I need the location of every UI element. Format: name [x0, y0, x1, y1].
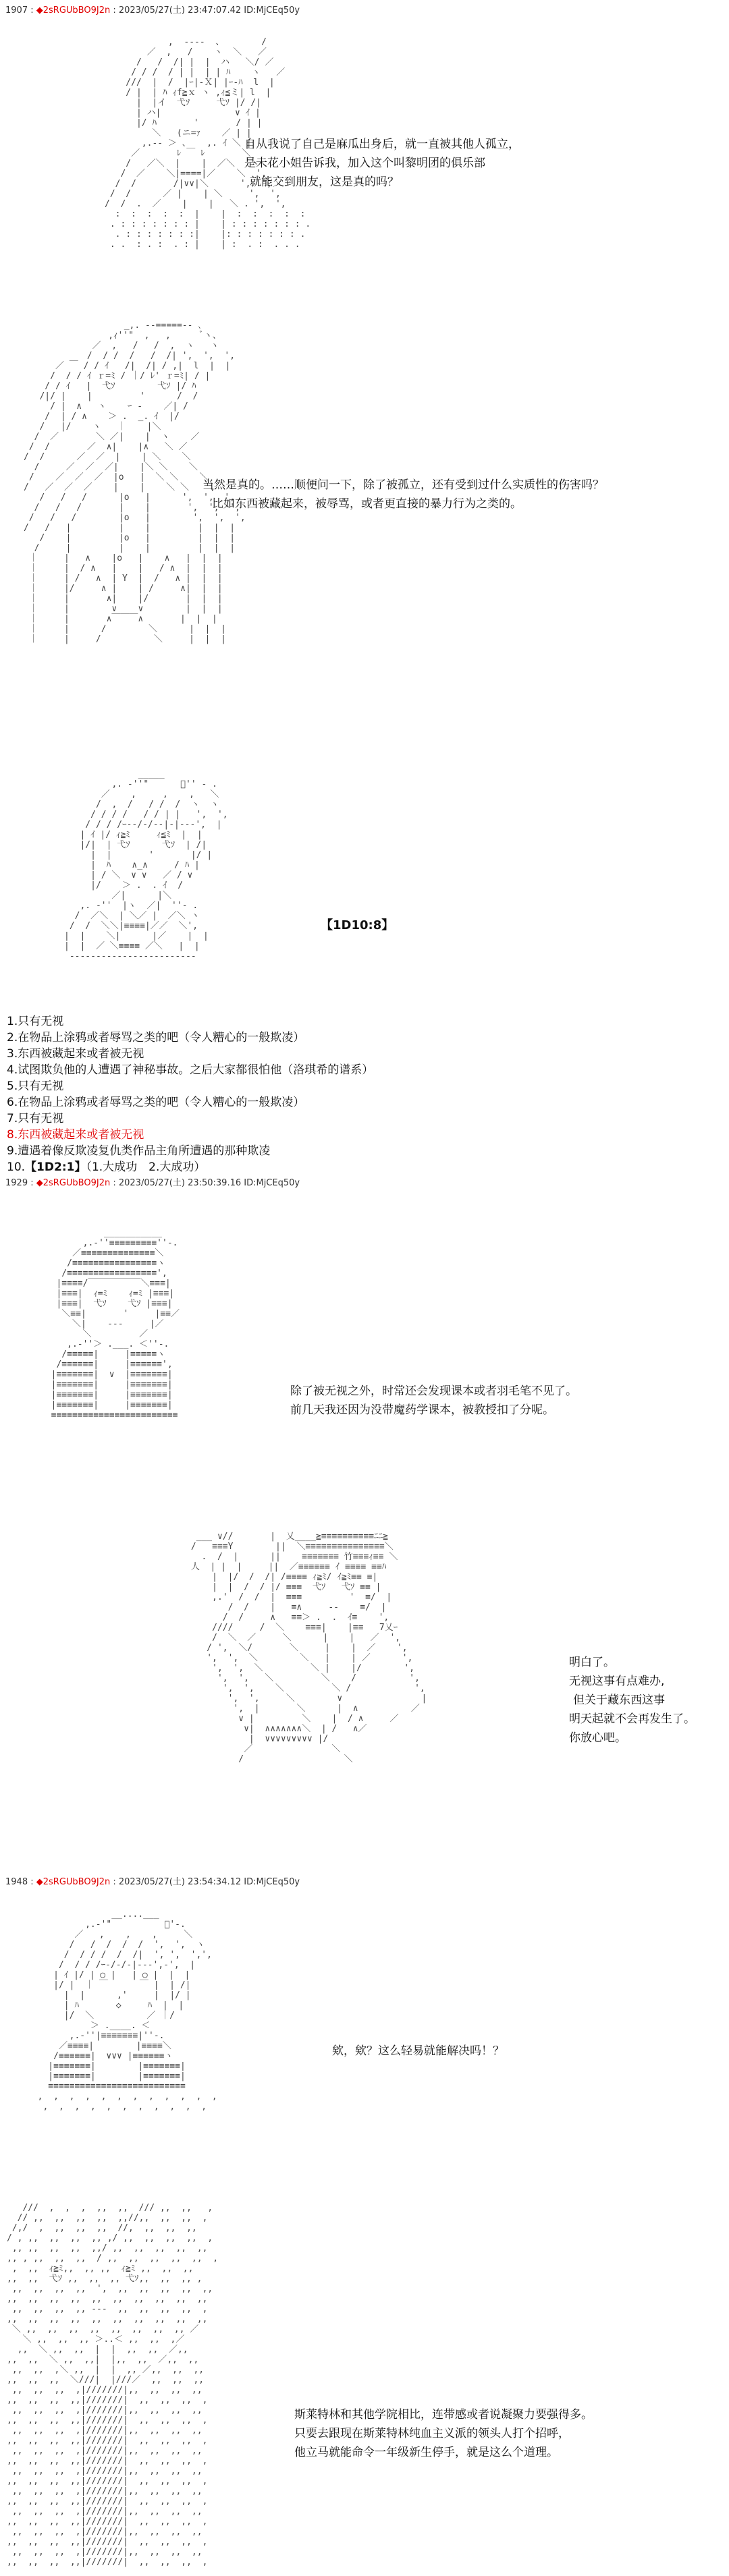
- speech-line: 前几天我还因为没带魔药学课本，被教授扣了分呢。: [290, 1403, 554, 1417]
- speech-line: 欸，欸？这么轻易就能解决吗！？: [332, 2044, 504, 2058]
- post-number: 1907: [5, 5, 28, 16]
- post-number: 1948: [5, 1877, 28, 1887]
- choice-item-selected: 8.东西被藏起来或者被无视: [7, 1128, 144, 1142]
- speech-teacher-explain: [294, 2405, 593, 2462]
- speech-line: 明白了。: [569, 1656, 615, 1669]
- speech-teacher-reassure: [569, 1653, 695, 1747]
- choice-item: 1.只有无视: [7, 1015, 64, 1028]
- choice-item: 7.只有无视: [7, 1112, 64, 1125]
- speech-line: 是未花小姐告诉我，加入这个叫黎明团的俱乐部: [244, 157, 485, 170]
- poster-name[interactable]: ◆2sRGUbBO9J2n: [36, 1178, 111, 1188]
- choice-prefix: 10.: [7, 1160, 26, 1174]
- speech-line: 除了被无视之外，时常还会发现课本或者羽毛笔不见了。: [290, 1384, 577, 1398]
- speech-line: 无视这事有点难办,: [569, 1675, 665, 1688]
- post-meta: 2023/05/27(土) 23:47:07.42 ID:MjCEq50y: [118, 5, 300, 16]
- ascii-art-striped-boy: ___________ ,.‐''≡≡≡≡≡≡≡≡≡''‐. ／≡≡≡≡≡≡≡≡≡≡≡≡≡≡＼ /≡≡≡≡≡≡≡≡≡≡≡≡≡≡≡≡ヽ /≡≡≡≡≡≡≡≡≡≡≡≡≡≡≡≡≡', |≡≡≡≡/￣￣￣￣￣￣＼≡≡≡| |≡≡≡| ｨ=ﾐ ｨ=ﾐ |≡≡≡| |≡≡≡| 弋ｿ 弋ｿ |≡≡≡| ＼≡≡| ' |≡≡／ ＼| ‐‐‐ |／ ＼ ／ ,.‐''＞ .___. ＜''‐. /≡≡≡≡≡| |≡≡≡≡≡ヽ /≡≡≡≡≡≡| |≡≡≡≡≡≡', |≡≡≡≡≡≡≡| ∨ |≡≡≡≡≡≡≡| |≡≡≡≡≡≡≡| |≡≡≡≡≡≡≡| |≡≡≡≡≡≡≡| |≡≡≡≡≡≡≡| |≡≡≡≡≡≡≡| |≡≡≡≡≡≡≡| ≡≡≡≡≡≡≡≡≡≡≡≡≡≡≡≡≡≡≡≡≡≡≡≡: [51, 1228, 180, 1420]
- speech-line: 明天起就不会再发生了。: [569, 1712, 695, 1726]
- post-header-1948: 1948 : ◆2sRGUbBO9J2n : 2023/05/27(土) 23:54:34.12 ID:MjCEq50y: [5, 1877, 300, 1887]
- ascii-art-teacher: _,. -‐=====‐- ､ ,ｨ''" , , ﾞヽ、 ／ , / / , ヽ ヽ / / / / / /| ', ', ', ／ ￣ / / ｲ /| /| / ,| l | | / / / ｲ ｒ=ﾐ / ｜/ ﾚ' ｒ=ﾐ| / | / / ｲ | 弋ｿ 弋ｿ |/ ﾊ /|/ | | ' / / / | ∧ ヽ ｰ ‐ ／| / / | / ∧ ＞ . _. ｲ |/ / |/ ヽ ｜ |＼ / ／ ＼ ／| | ヽ ／ / / ／ ∧| |∧ ＼ ／ / / ／ ／ | | ＼ ＼ / ／ ／ ／| |＼ ＼ ＼ / ／ ／ ／ |o | ＼ ＼ ＼ / ／ ／ ／ | | ＼ ＼ ', / / / |o | ', ', ', / / / | | ', ', ', / / / |o | ', ', ', / / | | | | | | / | |o | | | | / | | | | | | ｜ | ∧ |o | ∧ | | | ｜ | / ∧ | | / ∧ | | | ｜ | / ∧ | Y | / ∧ | | | ｜ |/ ∧ | | / ∧| | | ｜ | ∧| |/ | | | ｜ | ∨ ∨ | | | ｜ | ∧￣￣￣∧ | | | ｜ | / ＼ | | | ｜ | / ＼ | | |: [24, 320, 246, 644]
- speech-boy-question: [244, 135, 520, 192]
- choice-item: 2.在物品上涂鸦或者辱骂之类的吧（令人糟心的一般欺凌）: [7, 1031, 305, 1044]
- ascii-art-grinning-boy: _____ ,. ‐''" ﾞ'' ‐ . ／ , , , ＼ / , / / / / ヽ ヽ / / / / / / | | ', ', / / / /ｰ-‐/-/-‐|-|-‐-', | | ｲ |/ ｨ≧ﾐ ｨ≦ﾐ | | |/| | 弋ｿ 弋ｿ | /| | | ' |/ | | ﾊ ∧_∧ / ﾊ | | / ＼ ∨ ∨ ／ / ∨ |/ ＞ . . ｲ / ／| |＼ ,. ‐'' |ヽ ／| ''‐ . / ／＼ | ＼／ | ／＼ ヽ / / ＼＼|≡≡≡≡|／／ ＼', | | ＼| |／ | | | | ／ ＼≡≡≡≡ ／＼ | | ‐‐‐‐‐‐‐‐‐‐‐‐‐‐‐‐‐‐‐‐‐‐‐‐: [64, 769, 228, 961]
- speech-line: 就能交到朋友，这是真的吗？: [250, 175, 399, 189]
- choice-list: [7, 1013, 373, 1175]
- post-meta: 2023/05/27(土) 23:50:39.16 ID:MjCEq50y: [118, 1178, 300, 1188]
- speech-line: 比如东西被藏起来，被辱骂，或者更直接的暴力行为之类的。: [212, 497, 522, 511]
- choice-item: 4.试图欺负他的人遭遇了神秘事故。之后大家都很怕他（洛琪希的谱系）: [7, 1063, 374, 1077]
- speech-line: 当然是真的。……顺便问一下，除了被孤立，还有受到过什么实质性的伤害吗？: [202, 478, 604, 492]
- speech-line: 但关于藏东西这事: [573, 1693, 665, 1707]
- choice-item: 9.遭遇着像反欺凌复仇类作品主角所遭遇的那种欺凌: [7, 1144, 271, 1158]
- choice-item: 6.在物品上涂鸦或者辱骂之类的吧（令人糟心的一般欺凌）: [7, 1096, 305, 1109]
- speech-line: 你放心吧。: [569, 1731, 626, 1745]
- choice-rest: （1.大成功 2.大成功）: [86, 1160, 206, 1174]
- choice-item: 5.只有无视: [7, 1080, 64, 1093]
- poster-name[interactable]: ◆2sRGUbBO9J2n: [36, 1877, 111, 1887]
- dice-result: 【1D10:8】: [321, 918, 394, 932]
- speech-line: 只要去跟现在斯莱特林纯血主义派的领头人打个招呼，: [294, 2427, 570, 2440]
- ascii-art-teacher-explaining: /// , , , ,, ,, /// ,, ,, , // ,, ,, ,, ,, ,,//,, ,, ,, , /,/ , ,, ,, ,, //, ,, ,, ,, / , ,, ,, ,, ,, ,/ ,, ,, ,, ,, , ,, ,, ,, ,, ,,/ ,, ,, ,, ,, ,, ,, , ,, ,, ,, / ,, ,, ,, ,, ,, , , ,, ｨ≧ﾐ,, ,, ,, ｨ≧ﾐ ,, ,, ,, ,, ,, 弋ｿ ,, ,, ,, 弋ｿ,, ,, ,, , ,, ,, ,, ,, ', ,, ,, ,, ,, ,, ,, ,, ,, ,, ,, ,, ,, ,, ,, ,, ,, ,, ,, ,, ‐‐‐ ,, ,, ,, ,, , ,, ,, ,, ,, ,, ,, ,, ,, ,, ,, ＼ ,, ,, ,, ,, ,, ,, ,, ,, ／ ＼ ,, ,, ,, ＞..＜ ,, ,, ,／ ,, ＼ ,, ,, | | ,, ,, ／,, ,, ,, ＼ ,, ,,| |,, ,, ／,, ,, ,, ,, ,＼ ,, | | ,, ／,, ,, ,, ,, ,, ,, ＼///| |///／ ,, ,, ,, ,, ,, ,, ,|///////|,, ,, ,, ,, ,, ,, ,, ,,|///////| ,, ,, ,, , ,, ,, ,, ,|///////|,, ,, ,, ,, ,, ,, ,, ,,|///////| ,, ,, ,, , ,, ,, ,, ,|///////|,, ,, ,, ,, ,, ,, ,, ,,|///////| ,, ,, ,, , ,, ,, ,, ,|///////|,, ,, ,, ,, ,, ,, ,, ,,|///////| ,, ,, ,, , ,, ,, ,, ,|///////|,, ,, ,, ,, ,, ,, ,, ,,|///////| ,, ,, ,, , ,, ,, ,, ,|///////|,, ,, ,, ,, ,, ,, ,, ,,|///////| ,, ,, ,, , ,, ,, ,, ,|///////|,, ,, ,, ,, ,, ,, ,, ,,|///////| ,, ,, ,, , ,, ,, ,, ,|///////|,, ,, ,, ,, ,, ,, ,, ,,|///////| ,, ,, ,, , ,, ,, ,, ,|///////|,, ,, ,, ,, ,, ,, ,, ,,|///////| ,, ,, ,, ,: [7, 2203, 219, 2567]
- poster-name[interactable]: ◆2sRGUbBO9J2n: [36, 5, 111, 16]
- ascii-art-teacher-pointing: ___ ∨// | 乂____≧≡≡≡≡≡≡≡≡≡≡ﾆﾆ≧ / ≡≡≡Y || ＼≡≡≡≡≡≡≡≡≡≡≡≡≡≡≡＼ . / | || ≡≡≡≡≡≡≡ 竹≡≡≡ｨ≡≡ ＼ 人 | | | || ／≡≡≡≡≡≡ ｲ ≡≡≡≡ ≡≡ﾊ | |/ / /| /≡≡≡≡ ｨ≧ﾐ/ ｲ≧ﾐ≡≡ ≡| | | / / |/ ≡≡≡ 弋ｿ 弋ｿ ≡≡ | ,.' / / | ≡≡≡ ' ≡/ | / / | ≡∧ ‐‐ ≡/ | / / ∧ ≡≡＞ . . ｲ≡ ', //// / ＼ ≡≡≡| |≡≡ 7乂ｰ / ＼ ／ ＼ | | ／ ', / ', ＼/ ＼ | | ／ ', ', ', ＼ ＼ | | ／ ', ', ', ＼ ＼ | |/ ', ', ', ＼ ＼ / ', ', ', ＼ ＼ / ', ', ', ＼ ∨ | ', | ＼ | ∧ ／ ∨ | ＼ | / ∧ ／ ∨| ∧∧∧∧∧∧∧＼ | / ∧／ | ∨∨∨∨∨∨∨∨∨ |/ ／ ＼ / ＼: [190, 1532, 427, 1764]
- speech-line: 自从我说了自己是麻瓜出身后，就一直被其他人孤立，: [244, 138, 520, 151]
- speech-boy-reply: [290, 1382, 577, 1420]
- choice-item-sub-roll: [7, 1159, 373, 1175]
- choice-item: 3.东西被藏起来或者被无视: [7, 1047, 144, 1061]
- post-meta: 2023/05/27(土) 23:54:34.12 ID:MjCEq50y: [118, 1877, 300, 1887]
- speech-teacher-answer: [202, 476, 604, 513]
- speech-line: 他立马就能命令一年级新生停手，就是这么个道理。: [294, 2446, 558, 2459]
- speech-line: 斯莱特林和其他学院相比，连带感或者说凝聚力要强得多。: [294, 2408, 593, 2421]
- speech-boy-surprised: [332, 2042, 504, 2061]
- post-number: 1929: [5, 1178, 28, 1188]
- ascii-art-boy: , -‐‐- 、 / ／ , / ヽ ＼ ／ / / /| | | ハ ＼/ ／ / / / / | | | | ﾊ ヽ ／ /// | / |ｰ|-Ｘ| |ｰ-ﾊ l | / | | ﾊ ｨf≧ｘ ヽ ,ｨ≦ミ| l | | |イ 弋ｿ 弋ｿ |/ /| | ハ| ∨ ｲ | |/ ﾊ ' / | | ＼ (ニ=ｧ ／ | | ,.-‐ ＞ 、 ,. ｲ ＼ | ／ ﾚ ￣ ﾚ ＼ / ／＼ | | ／＼ ヽ / ／ ＼|====|／ ＼ ', / / /|∨∨|＼ ', ', / / ／ | | ＼ ', ', / / . ／ | | ＼ . ', ', : : : : : | | : : : : : . : : : : : : : | | : : : : : : : . . : : : : : : :| |: : : : : : : . . . : . : . : | | : . : . . .: [105, 37, 311, 250]
- post-header-1907: 1907 : ◆2sRGUbBO9J2n : 2023/05/27(土) 23:47:07.42 ID:MjCEq50y: [5, 5, 300, 16]
- sub-roll-result: 【1D2:1】: [25, 1160, 86, 1174]
- ascii-art-surprised-boy: __....___ ,.-'" ﾞ'‐. ／ , , , ＼ / / / / / ', ', ヽ / / / / / /| ', ', ',', / / / /ｰ‐/-/‐|-‐-',-', | | ｲ |/ | ○ | | ○ | | | |/ | ｜ ￣ ￣ | | /| | | ,' | |/ | | ﾊ ◇ ﾊ | | |/ ＼ ／ ｜/ ＞ .____. ＜ ,.‐''|≡≡≡≡≡≡≡|''‐. ／≡≡≡≡| |≡≡≡≡＼ /≡≡≡≡≡≡| ∨∨∨ |≡≡≡≡≡≡ヽ |≡≡≡≡≡≡≡| |≡≡≡≡≡≡≡| |≡≡≡≡≡≡≡| |≡≡≡≡≡≡≡| ≡≡≡≡≡≡≡≡≡≡≡≡≡≡≡≡≡≡≡≡≡≡≡≡≡≡ , , , , , , , , , , , , , , , , , , , , , , ,: [37, 1909, 217, 2112]
- post-header-1929: 1929 : ◆2sRGUbBO9J2n : 2023/05/27(土) 23:50:39.16 ID:MjCEq50y: [5, 1178, 300, 1188]
